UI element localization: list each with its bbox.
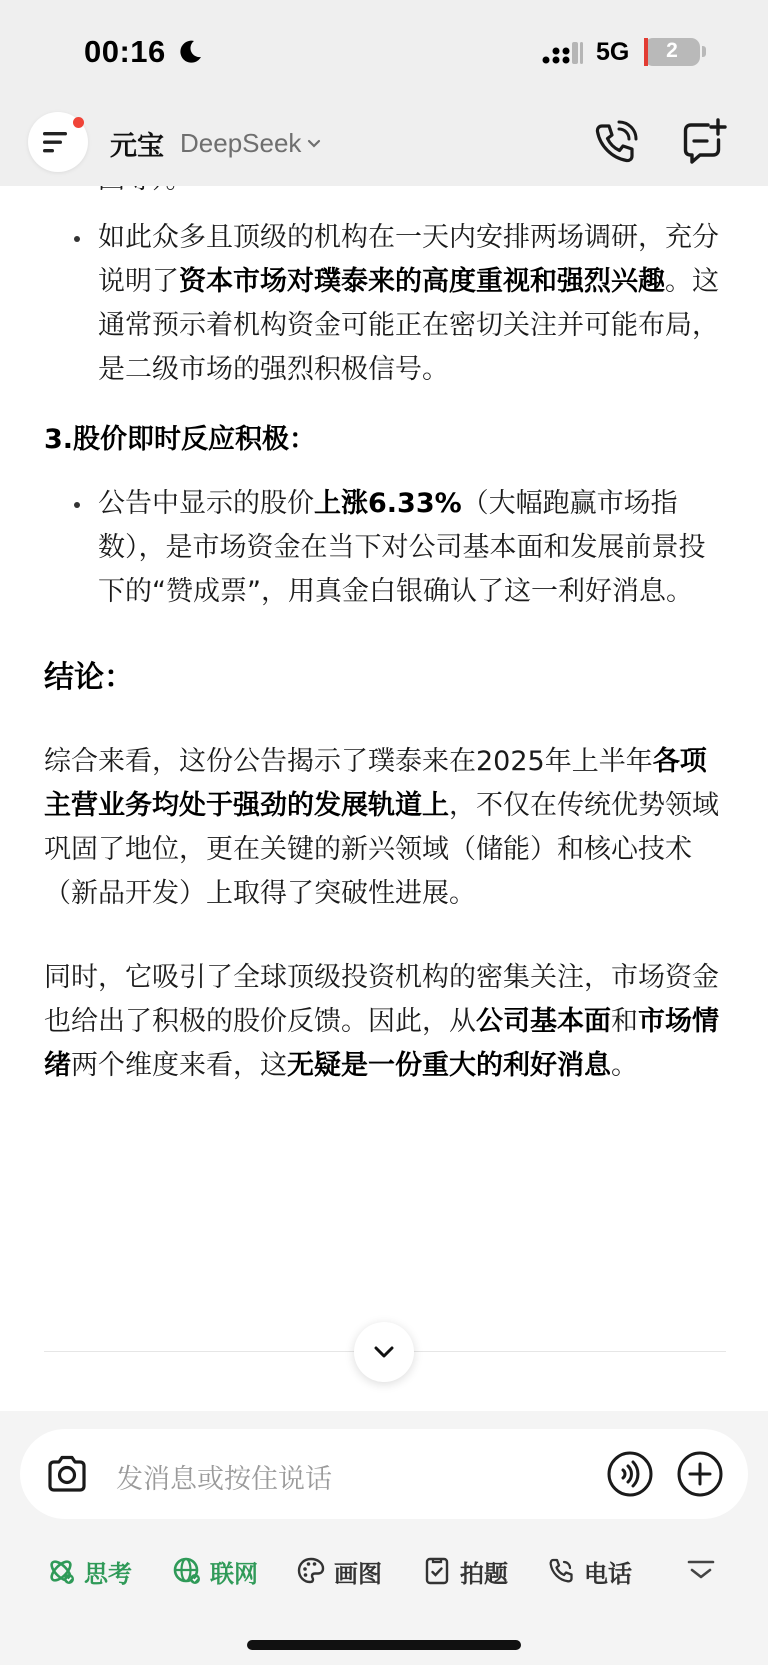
phone-call-icon[interactable] [590,118,640,168]
menu-icon [43,129,73,155]
chevron-down-icon [373,1345,395,1359]
bullet-bold-text: 上涨6.33% [314,488,462,519]
paragraph-bold-text: 无疑是一份重大的利好消息 [287,1050,611,1081]
think-icon [46,1556,76,1586]
message-input-placeholder[interactable]: 发消息或按住说话 [116,1464,332,1495]
bullet-text: （大幅跑赢市场指数），是市场资金在当下对公司基本面和发展前景投下的“赞成票”，用真金白银确认了这一利好消息。 [98,488,706,607]
paragraph-text: 和 [611,1006,638,1037]
tool-photo-question[interactable] [422,1543,508,1599]
battery-cap [702,46,706,57]
app-title: 元宝 [110,131,164,162]
model-name: DeepSeek [180,128,302,158]
paragraph-bold-text: 各项主营业务均处于强劲的发展轨道上 [44,746,707,821]
new-chat-icon[interactable] [678,116,728,166]
tool-draw-label: 画图 [334,1559,382,1588]
bullet-text: 公告中显示的股价 [98,488,314,519]
composer-panel [0,1411,768,1665]
globe-icon [172,1556,202,1586]
palette-icon [296,1556,326,1586]
chat-message-area[interactable] [0,186,768,1411]
battery-percent: 2 [666,39,678,62]
menu-button[interactable] [28,112,88,172]
paragraph-text: 同时，它吸引了全球顶级投资机构的密集关注，市场资金也给出了积极的股价反馈。因此，从 [44,962,719,1037]
camera-icon[interactable] [44,1451,90,1497]
collapse-toolbar-icon[interactable] [686,1555,716,1585]
tool-think[interactable] [46,1543,132,1599]
assistant-response [0,158,768,1088]
top-header [0,0,768,186]
photo-question-icon [422,1556,452,1586]
model-selector[interactable] [180,128,321,159]
app-bar [0,100,768,186]
conclusion-heading: 结论： [44,660,134,695]
network-type: 5G [596,38,630,66]
bullet-institution-interest [0,216,768,392]
add-attachment-icon[interactable] [676,1450,724,1498]
home-indicator[interactable] [247,1640,521,1650]
section-heading-stock-reaction: 3.股价即时反应积极： [44,424,317,455]
chevron-down-icon [307,139,321,149]
signal-icon [542,40,584,66]
scroll-to-bottom-button[interactable] [354,1322,414,1382]
feature-toolbar [0,1543,768,1599]
battery-indicator [644,38,700,66]
paragraph-bold-text: 市场情绪 [44,1006,719,1081]
status-time: 00:16 [84,34,166,69]
tool-photo-question-label: 拍题 [460,1559,508,1588]
bullet-text: 。这通常预示着机构资金可能正在密切关注并可能布局，是二级市场的强烈积极信号。 [98,266,719,385]
tool-web-search[interactable] [172,1543,258,1599]
moon-icon [176,38,204,66]
paragraph-text: ，不仅在传统优势领域巩固了地位，更在关键的新兴领域（储能）和核心技术（新品开发）上取得了突破性进展。 [44,790,719,909]
tool-think-label: 思考 [84,1559,132,1588]
tool-web-search-label: 联网 [210,1559,258,1588]
conclusion-paragraph-2 [0,956,768,1088]
tool-call[interactable] [546,1543,632,1599]
conclusion-paragraph-1 [0,740,768,916]
paragraph-text: 综合来看，这份公告揭示了璞泰来在2025年上半年 [44,746,653,777]
paragraph-text: 。 [611,1050,638,1081]
bullet-text: 如此众多且顶级的机构在一天内安排两场调研，充分说明了 [98,222,719,297]
voice-input-icon[interactable] [606,1450,654,1498]
bullet-stock-rise [0,482,768,614]
notification-dot [73,117,84,128]
paragraph-bold-text: 公司基本面 [476,1006,611,1037]
status-bar [0,0,768,100]
paragraph-text: 两个维度来看，这 [71,1050,287,1081]
bullet-bold-text: 资本市场对璞泰来的高度重视和强烈兴趣 [179,266,665,297]
phone-icon [546,1556,576,1586]
tool-call-label: 电话 [584,1559,632,1588]
tool-draw[interactable] [296,1543,382,1599]
message-input-bar[interactable] [20,1429,748,1519]
